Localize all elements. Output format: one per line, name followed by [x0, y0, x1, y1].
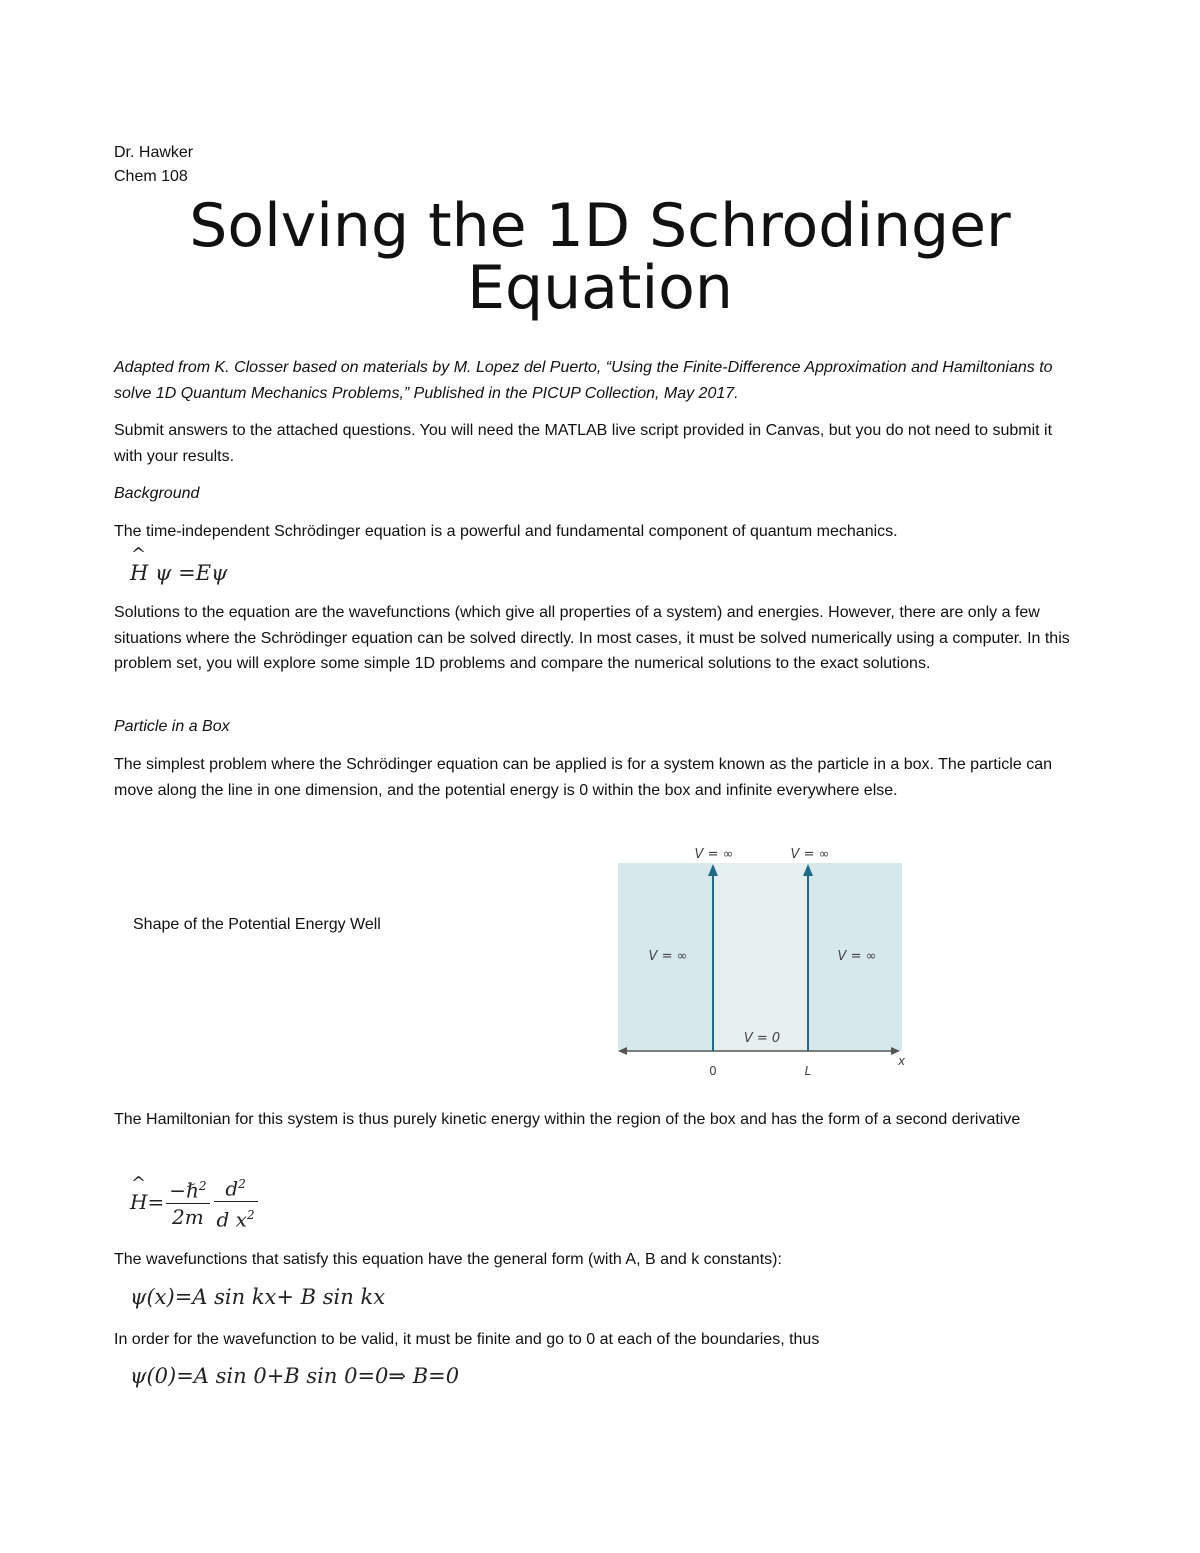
hamiltonian-operator	[130, 544, 149, 585]
inside-box-region	[713, 863, 808, 1051]
general-form-text: The wavefunctions that satisfy this equation have the general form (with A, B and k constants):	[114, 1251, 782, 1268]
denominator-2m: 2m	[172, 1204, 204, 1229]
diagram-caption: Shape of the Potential Energy Well	[133, 916, 381, 933]
general-form-equation: ψ(x)=A sin kx+ B sin kx	[130, 1285, 386, 1309]
denominator-dx: d x	[216, 1207, 247, 1232]
course-name: Chem 108	[114, 168, 188, 185]
hat-symbol-2: ^	[131, 1173, 147, 1195]
background-intro: The time-independent Schrödinger equation is a powerful and fundamental component of quantum mechanics.	[114, 523, 898, 540]
background-heading: Background	[114, 485, 200, 502]
particle-in-box-heading: Particle in a Box	[114, 718, 230, 735]
operator-letter-2: H	[130, 1190, 148, 1215]
page-title-line-2: Equation	[467, 253, 733, 323]
boundary-text: In order for the wavefunction to be valid, it must be finite and go to 0 at each of the boundaries, thus	[114, 1331, 820, 1348]
numerator-d: d	[225, 1176, 239, 1201]
x-axis-label: x	[898, 1054, 906, 1068]
hamiltonian-text: The Hamiltonian for this system is thus purely kinetic energy within the region of the box and has the form of a second derivative	[114, 1111, 1021, 1128]
hat-symbol: ^	[131, 544, 147, 565]
numerator-hbar: −ℏ	[169, 1178, 199, 1203]
instructions-text: Submit answers to the attached questions. You will need the MATLAB live script provided in Canvas, but you do not need to submit it with your results.	[114, 422, 1053, 465]
hamiltonian-equation	[130, 1172, 260, 1232]
solutions-text: Solutions to the equation are the wavefunctions (which give all properties of a system) and energies. However, there are only a few situations where the Schrödinger equation can be solved directly. In most cases, it must be solved numerically using a computer. In this problem set, you will explore some simple 1D problems and compare the numerical solutions to the exact solutions.	[114, 604, 1070, 672]
denominator-dx-power: 2	[246, 1207, 255, 1222]
tick-L-label: L	[804, 1064, 812, 1078]
equals-sign: =	[147, 1190, 165, 1215]
schrodinger-equation	[130, 544, 228, 585]
right-region-label: V = ∞	[837, 949, 877, 964]
citation-text: Adapted from K. Closser based on materials by M. Lopez del Puerto, “Using the Finite-Difference Approximation and Hamiltonians to solve 1D Quantum Mechanics Problems,” Published in the PICUP Collection, May 2017.	[114, 359, 1053, 402]
left-region-label: V = ∞	[648, 949, 688, 964]
boundary-equation: ψ(0)=A sin 0+B sin 0=0⇒ B=0	[130, 1364, 460, 1388]
author-name: Dr. Hawker	[114, 144, 194, 161]
particle-in-box-intro: The simplest problem where the Schrödinger equation can be applied is for a system known as the particle in a box. The particle can move along the line in one dimension, and the potential energy is 0 within the box and infinite everywhere else.	[114, 756, 1052, 799]
numerator-hbar-power: 2	[198, 1179, 207, 1194]
fraction-derivative	[214, 1172, 258, 1232]
fraction-hbar	[166, 1174, 209, 1230]
equation-rest: ψ =Eψ	[155, 561, 228, 585]
operator-letter: H	[130, 561, 149, 585]
page-title-line-1: Solving the 1D Schrodinger	[189, 191, 1011, 261]
numerator-d-power: 2	[238, 1177, 246, 1191]
top-left-label: V = ∞	[694, 847, 734, 862]
tick-zero-label: 0	[709, 1064, 717, 1078]
inside-label: V = 0	[743, 1031, 781, 1046]
hamiltonian-operator-2	[130, 1173, 148, 1215]
top-right-label: V = ∞	[790, 847, 830, 862]
potential-well-diagram	[610, 838, 910, 1083]
